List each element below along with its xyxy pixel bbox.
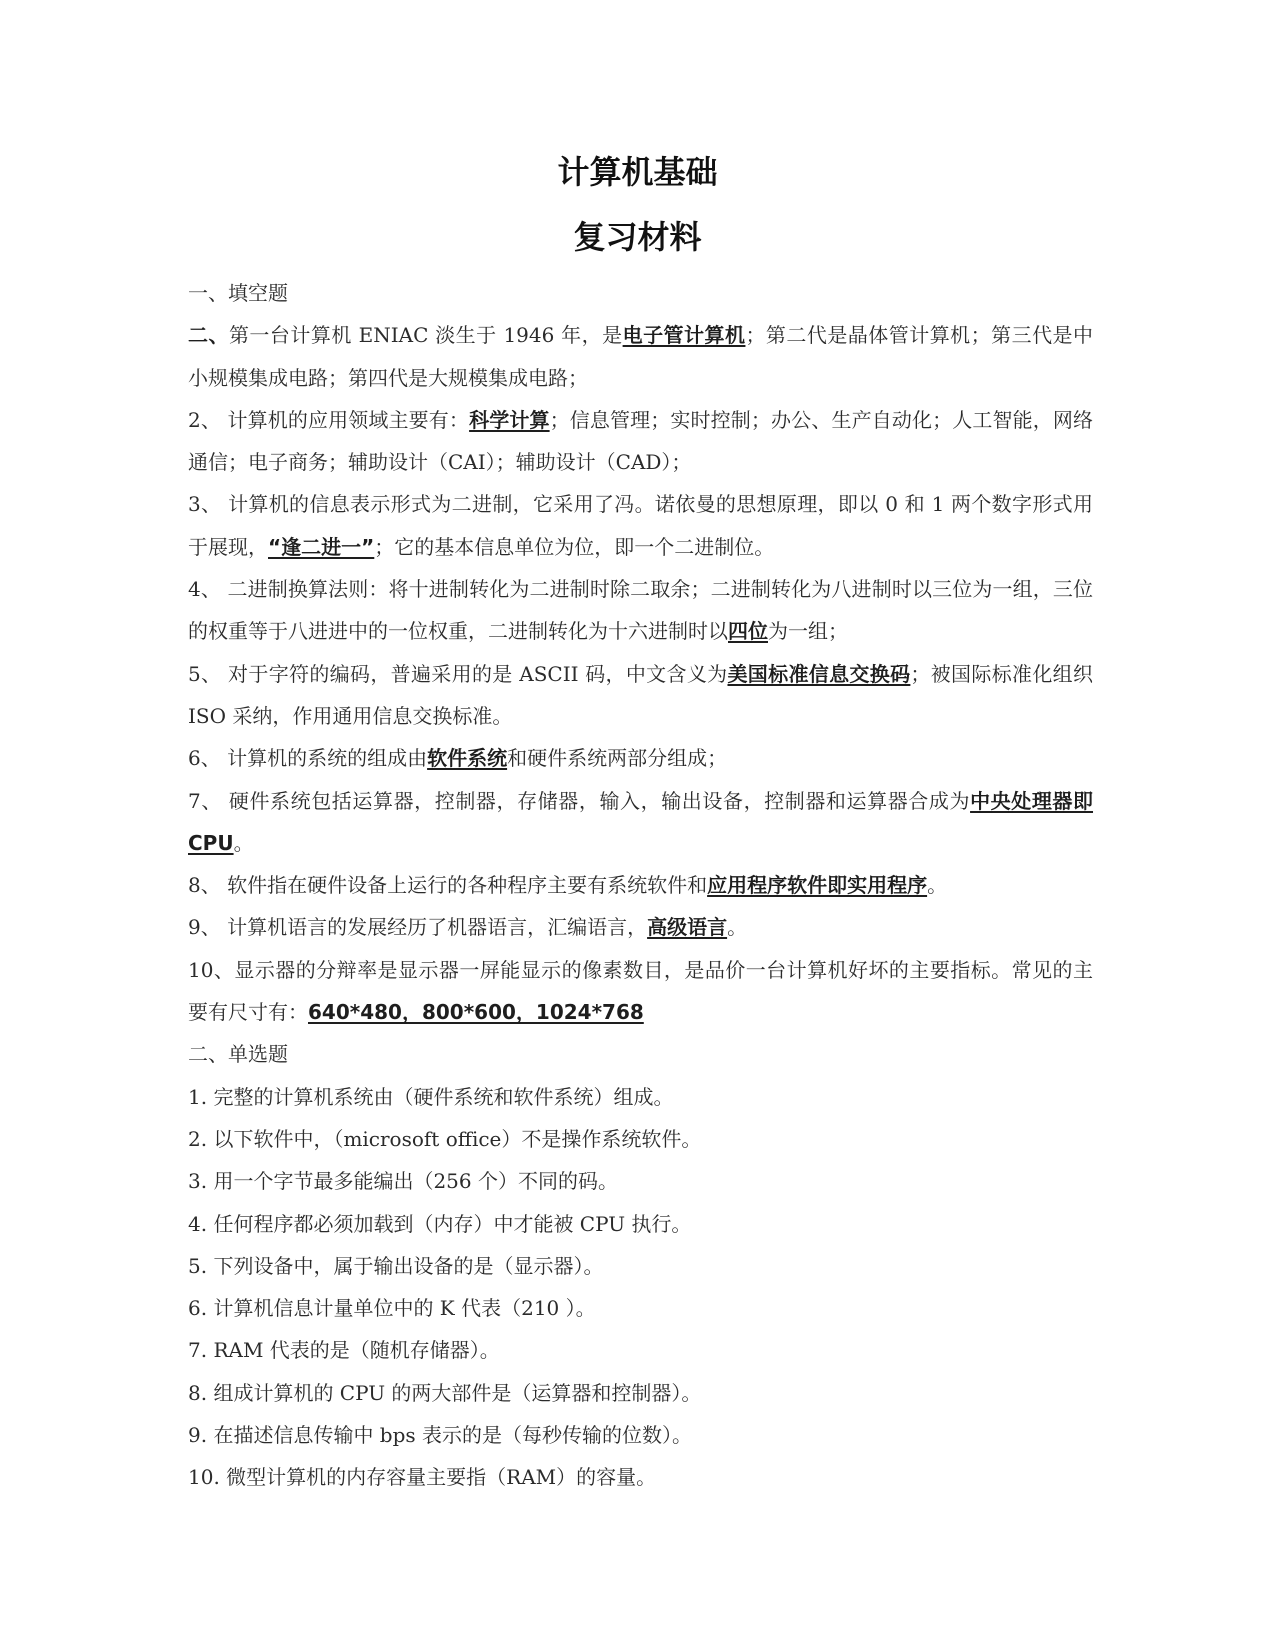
item-text-tail: 。 <box>233 830 254 855</box>
item-answer: 高级语言 <box>647 915 728 940</box>
item-text: 计算机的信息表示形式为二进制，它采用了冯。诺依曼的思想原理，即以 0 和 1 两个数字形式用于展现， <box>188 492 1093 559</box>
item-text-tail: ；第二代是晶体管计算机；第三代是中小规模集成电路；第四代是大规模集成电路； <box>188 323 1094 390</box>
fill-blank-item <box>188 568 1093 653</box>
item-text-tail: 为一组； <box>768 619 848 644</box>
single-choice-item: 6. 计算机信息计量单位中的 K 代表（210 ）。 <box>188 1296 596 1321</box>
item-text: 计算机的应用领域主要有： <box>221 407 470 432</box>
item-number: 5、 <box>188 661 222 686</box>
item-answer: “逢二进一” <box>268 534 375 559</box>
single-choice-item: 9. 在描述信息传输中 bps 表示的是（每秒传输的位数）。 <box>188 1423 693 1448</box>
item-answer: 软件系统 <box>427 746 508 771</box>
fill-blank-item <box>188 399 1093 484</box>
single-choice-item: 5. 下列设备中，属于输出设备的是（显示器）。 <box>188 1253 604 1278</box>
document-body <box>188 272 1093 1499</box>
item-text-tail: ；信息管理；实时控制；办公、生产自动化；人工智能，网络通信；电子商务；辅助设计（CAI）；辅助设计（CAD）； <box>188 407 1094 475</box>
item-number: 4、 <box>188 577 221 602</box>
fill-blank-item <box>188 864 1093 906</box>
item-number: 7、 <box>188 788 222 813</box>
item-answer: 科学计算 <box>469 407 550 432</box>
document-title: 计算机基础 <box>557 153 718 191</box>
item-text: 二进制换算法则：将十进制转化为二进制时除二取余；二进制转化为八进制时以三位为一组，三位的权重等于八进进中的一位权重，二进制转化为十六进制时以 <box>188 577 1094 644</box>
item-number: 2、 <box>188 407 221 432</box>
item-answer: 美国标准信息交换码 <box>727 661 911 686</box>
item-number: 8、 <box>188 873 221 898</box>
item-answer: 四位 <box>728 619 768 644</box>
item-number: 二、 <box>188 323 229 348</box>
single-choice-item: 4. 任何程序都必须加载到（内存）中才能被 CPU 执行。 <box>188 1211 692 1236</box>
single-choice-item: 3. 用一个字节最多能编出（256 个）不同的码。 <box>188 1169 618 1194</box>
item-answer: 应用程序软件即实用程序 <box>707 873 928 898</box>
item-text: 第一台计算机 ENIAC 淡生于 1946 年，是 <box>228 323 623 348</box>
item-text: 计算机的系统的组成由 <box>220 746 428 771</box>
fill-blank-item <box>188 483 1093 568</box>
single-choice-item: 1. 完整的计算机系统由（硬件系统和软件系统）组成。 <box>188 1084 674 1109</box>
section-heading-single-choice: 二、单选题 <box>188 1042 288 1067</box>
fill-blank-item <box>188 737 1093 779</box>
item-text: 硬件系统包括运算器，控制器，存储器，输入，输出设备，控制器和运算器合成为 <box>221 788 971 813</box>
item-answer: 中央处理器即 CPU <box>188 788 1094 855</box>
fill-blank-item <box>188 949 1093 1034</box>
item-number: 3、 <box>188 492 222 517</box>
item-text: 软件指在硬件设备上运行的各种程序主要有系统软件和 <box>220 873 708 898</box>
item-text: 计算机语言的发展经历了机器语言，汇编语言， <box>220 915 648 940</box>
fill-blank-item <box>188 780 1093 865</box>
item-answer: 电子管计算机 <box>622 323 746 348</box>
fill-blank-item <box>188 314 1093 399</box>
item-number: 10、 <box>188 957 235 982</box>
item-text-tail: 。 <box>927 873 948 898</box>
document-subtitle: 复习材料 <box>573 218 702 256</box>
single-choice-item: 8. 组成计算机的 CPU 的两大部件是（运算器和控制器）。 <box>188 1380 702 1405</box>
item-text-tail: ；被国际标准化组织 ISO 采纳，作用通用信息交换标准。 <box>188 661 1093 728</box>
item-number: 9、 <box>188 915 221 940</box>
item-text-tail: 和硬件系统两部分组成； <box>507 746 728 771</box>
item-answer: 640*480，800*600，1024*768 <box>308 1000 644 1025</box>
item-text-tail: 。 <box>727 915 748 940</box>
item-number: 6、 <box>188 746 221 771</box>
single-choice-item: 2. 以下软件中，（microsoft office）不是操作系统软件。 <box>188 1126 702 1151</box>
fill-blank-item <box>188 906 1093 948</box>
single-choice-item: 7. RAM 代表的是（随机存储器）。 <box>188 1338 500 1363</box>
item-text-tail: ；它的基本信息单位为位，即一个二进制位。 <box>374 534 775 559</box>
single-choice-item: 10. 微型计算机的内存容量主要指（RAM）的容量。 <box>188 1465 657 1490</box>
item-text: 显示器的分辩率是显示器一屏能显示的像素数目，是品价一台计算机好坏的主要指标。常见的主要有尺寸有： <box>188 957 1093 1025</box>
section-heading-fill-blanks: 一、填空题 <box>188 281 288 305</box>
fill-blank-item <box>188 653 1093 738</box>
item-text: 对于字符的编码，普遍采用的是 ASCII 码，中文含义为 <box>221 661 728 686</box>
